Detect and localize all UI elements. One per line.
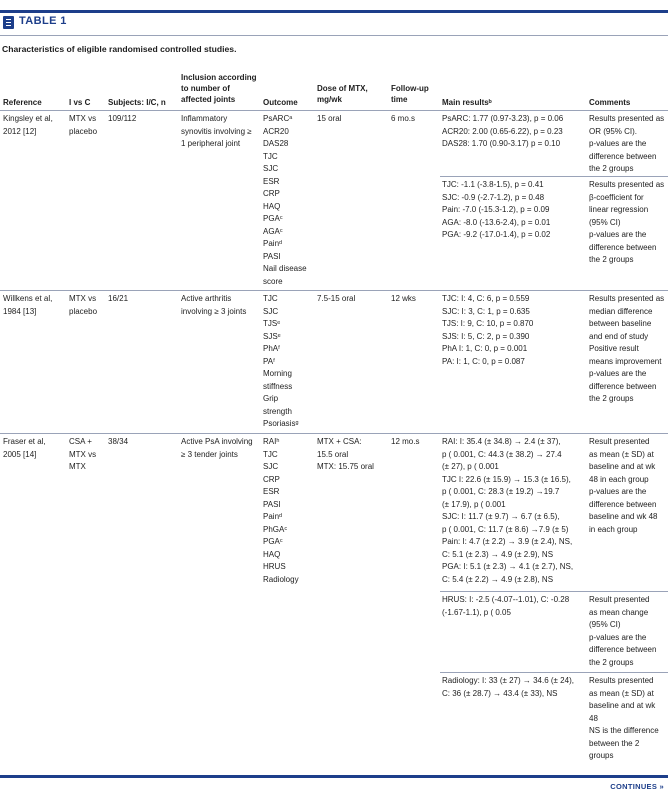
row1-reference: Kingsley et al, 2012 [12] — [3, 114, 53, 136]
row2-reference: Willkens et al, 1984 [13] — [3, 294, 53, 316]
row2-rule — [0, 433, 668, 434]
row2-followup: 12 wks — [391, 294, 416, 303]
continues-label[interactable]: CONTINUES » — [610, 782, 664, 791]
row2-dose: 7.5-15 oral — [317, 294, 356, 303]
row1-ivsc: MTX vs placebo — [69, 114, 98, 136]
row2-subjects: 16/21 — [108, 294, 129, 303]
row1-inclusion: Inflammatory synovitis involving ≥ 1 peripheral joint — [181, 114, 252, 148]
row3-outcome: RAIʰ TJC SJC CRP ESR PASI Painᵈ PhGAᶜ PGAᶜ HAQ HRUS Radiology — [263, 437, 299, 584]
header-comments: Comments — [589, 98, 631, 107]
row1-result-b: TJC: -1.1 (-3.8-1.5), p = 0.41 SJC: -0.9 (-2.7-1.2), p = 0.48 Pain: -7.0 (-15.3-1.2), p = 0.09 AGA: -8.0 (-13.6-2.4), p = 0.01 PGA: -9.2 (-17.0-1.4), p = 0.02 — [442, 180, 551, 239]
header-outcome: Outcome — [263, 98, 298, 107]
row3-result-b: HRUS: I: -2.5 (-4.07--1.01), C: -0.28 (-1.67-1.1), p ( 0.05 — [442, 595, 570, 617]
header-reference: Reference — [3, 98, 42, 107]
header-followup: Follow-up time — [391, 84, 429, 104]
header-rule — [0, 110, 668, 111]
row2-inclusion: Active arthritis involving ≥ 3 joints — [181, 294, 247, 316]
top-rule — [0, 10, 668, 13]
row1-subrule — [440, 176, 668, 177]
header-inclusion: Inclusion according to number of affected joints — [181, 73, 257, 104]
row3-comment-b: Result presented as mean change (95% CI) p-values are the difference between the 2 groups — [589, 595, 657, 667]
bottom-rule — [0, 775, 668, 778]
row3-ivsc: CSA + MTX vs MTX — [69, 437, 97, 471]
table-header — [0, 0, 668, 46]
header-ivsc: I vs C — [69, 98, 91, 107]
row3-comment-a: Result presented as mean (± SD) at baseline and at wk 48 in each group p-values are the difference between baseline and wk 48 in each group — [589, 437, 658, 534]
row1-rule — [0, 290, 668, 291]
row1-comment-a: Results presented as OR (95% CI). p-values are the difference between the 2 groups — [589, 114, 665, 173]
row3-result-a: RAI: I: 35.4 (± 34.8) → 2.4 (± 37), p ( 0.001, C: 44.3 (± 38.2) → 27.4 (± 27), p ( 0.001 TJC I: 22.6 (± 15.9) → 15.3 (± 16.5), p ( 0.001, C: 28.3 (± 19.2) →19.7 (± 17.9), p ( 0.001 SJC: I: 11.7 (± 9.7) → 6.7 (± 6.5), p ( 0.001, C: 11.7 (± 8.6) →7.9 (± 5) Pain: I: 4.7 (± 2.2) → 3.9 (± 2.4), NS, C: 5.1 (± 2.3) → 4.9 (± 2.9), NS PGA: I: 5.1 (± 2.3) → 4.1 (± 2.7), NS, C: 5.4 (± 2.2) → 4.9 (± 2.8), NS — [442, 437, 574, 584]
row3-inclusion: Active PsA involving ≥ 3 tender joints — [181, 437, 253, 459]
title-rule — [0, 35, 668, 36]
row3-result-c: Radiology: I: 33 (± 27) → 34.6 (± 24), C: 36 (± 28.7) → 43.4 (± 33), NS — [442, 676, 574, 698]
table-icon — [3, 16, 14, 29]
row1-comment-b: Results presented as β-coefficient for linear regression (95% CI) p-values are the difference between the 2 groups — [589, 180, 665, 264]
row3-comment-c: Results presented as mean (± SD) at baseline and at wk 48 NS is the difference between the 2 groups — [589, 676, 659, 760]
row3-followup: 12 mo.s — [391, 437, 420, 446]
row2-result-a: TJC: I: 4, C: 6, p = 0.559 SJC: I: 3, C: 1, p = 0.635 TJS: I: 9, C: 10, p = 0.870 SJS: I: 5, C: 2, p = 0.390 PhA I: 1, C: 0, p = 0.001 PA: I: 1, C: 0, p = 0.087 — [442, 294, 534, 366]
header-main-results: Main resultsᵇ — [442, 98, 492, 107]
row1-result-a: PsARC: 1.77 (0.97-3.23), p = 0.06 ACR20: 2.00 (0.65-6.22), p = 0.23 DAS28: 1.70 (0.90-3.17) p = 0.10 — [442, 114, 564, 148]
row3-reference: Fraser et al, 2005 [14] — [3, 437, 46, 459]
row2-comment-a: Results presented as median difference between baseline and end of study Positive result means improvement p-values are the difference between the 2 groups — [589, 294, 665, 403]
row1-followup: 6 mo.s — [391, 114, 416, 123]
row3-subrule-2 — [440, 672, 668, 673]
row3-subjects: 38/34 — [108, 437, 129, 446]
header-subjects: Subjects: I/C, n — [108, 98, 166, 107]
row3-subrule-1 — [440, 591, 668, 592]
row1-subjects: 109/112 — [108, 114, 137, 123]
table-title: TABLE 1 — [19, 15, 67, 27]
row3-dose: MTX + CSA: 15.5 oral MTX: 15.75 oral — [317, 437, 374, 471]
row2-outcome: TJC SJC TJSᵉ SJSᵉ PhAᶠ PAᶠ Morning stiffness Grip strength Psoriasisᵍ — [263, 294, 299, 428]
row1-outcome: PsARCᵃ ACR20 DAS28 TJC SJC ESR CRP HAQ PGAᶜ AGAᶜ Painᵈ PASI Nail disease score — [263, 114, 307, 286]
row1-dose: 15 oral — [317, 114, 342, 123]
header-dose: Dose of MTX, mg/wk — [317, 84, 368, 104]
row2-ivsc: MTX vs placebo — [69, 294, 98, 316]
table-caption: Characteristics of eligible randomised controlled studies. — [2, 44, 237, 54]
